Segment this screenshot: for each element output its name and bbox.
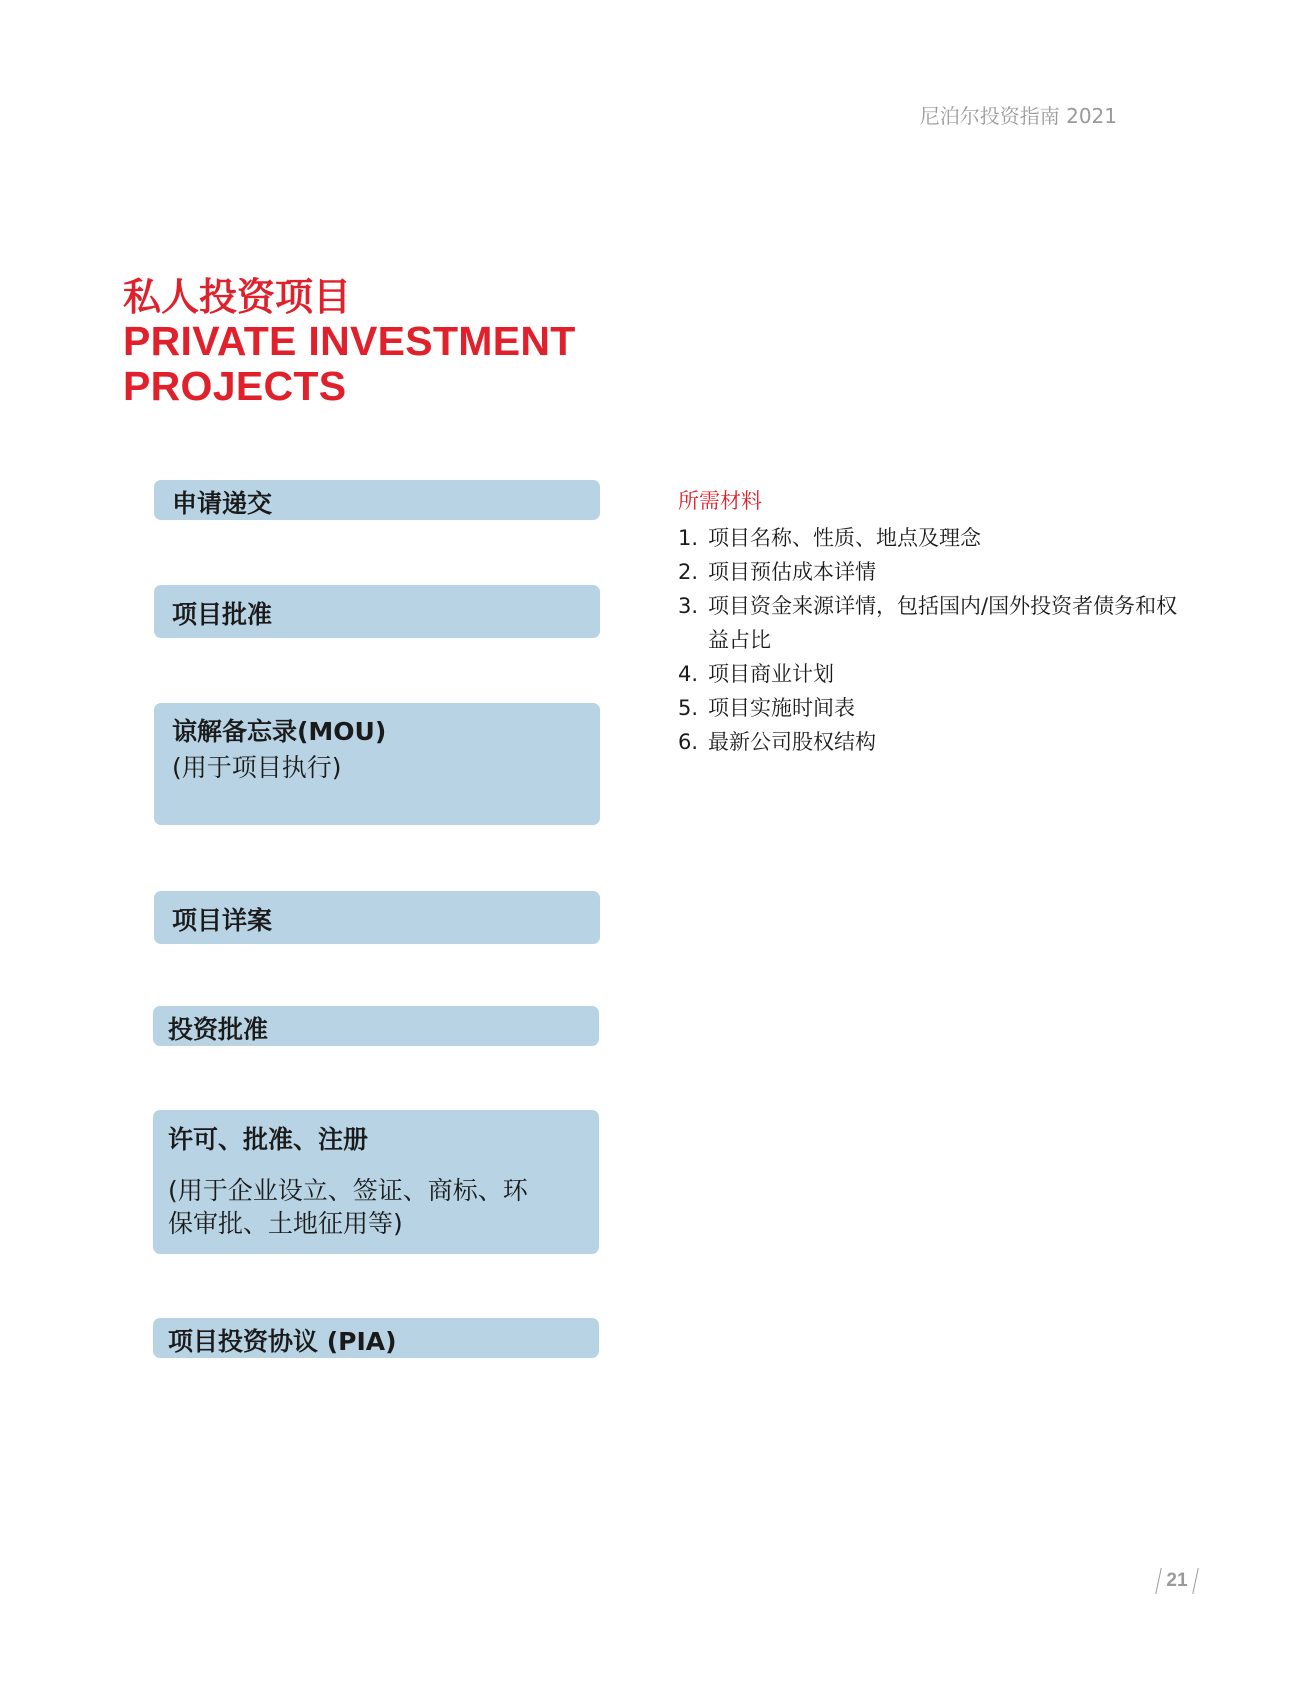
step-title: 许可、批准、注册 — [168, 1125, 369, 1154]
step-title: 项目投资协议 (PIA) — [168, 1327, 397, 1356]
step-box-mou — [154, 703, 600, 825]
list-item-text: 项目资金来源详情，包括国内/国外投资者债务和权益占比 — [708, 594, 1178, 652]
step-title: 申请递交 — [172, 489, 273, 518]
step-box-pia — [153, 1318, 599, 1358]
list-item-number: 2. — [678, 560, 699, 584]
step-subtitle: (用于项目执行) — [172, 753, 342, 782]
list-item-number: 4. — [678, 662, 699, 686]
list-item — [678, 589, 1198, 657]
step-title: 项目批准 — [172, 600, 273, 629]
list-item-number: 6. — [678, 730, 699, 754]
step-title: 投资批准 — [168, 1015, 269, 1044]
page-number — [1158, 1568, 1196, 1594]
list-item — [678, 657, 1198, 691]
page-number-right-slash — [1192, 1568, 1199, 1594]
step-box-investment-approval — [153, 1006, 599, 1046]
step-box-project-approval — [154, 585, 600, 638]
step-title: 谅解备忘录(MOU) — [172, 717, 387, 746]
required-materials-section — [678, 485, 1198, 759]
list-item-text: 项目商业计划 — [708, 662, 834, 686]
heading-english-line-2: PROJECTS — [123, 363, 347, 410]
list-item — [678, 555, 1198, 589]
step-subtitle: (用于企业设立、签证、商标、环保审批、土地征用等) — [168, 1176, 528, 1238]
list-item-text: 项目实施时间表 — [708, 696, 855, 720]
list-item-text: 最新公司股权结构 — [708, 730, 876, 754]
page-heading — [123, 276, 576, 410]
heading-english-line-1: PRIVATE INVESTMENT — [123, 317, 576, 364]
required-materials-list — [678, 521, 1198, 759]
list-item-number: 1. — [678, 526, 699, 550]
list-item-number: 5. — [678, 696, 699, 720]
page-number-value: 21 — [1166, 1570, 1188, 1591]
list-item-number: 3. — [678, 594, 699, 618]
required-materials-title: 所需材料 — [678, 489, 762, 513]
list-item-text: 项目名称、性质、地点及理念 — [708, 526, 981, 550]
step-box-permits — [153, 1110, 599, 1254]
list-item-text: 项目预估成本详情 — [708, 560, 876, 584]
list-item — [678, 691, 1198, 725]
page-number-left-slash — [1155, 1568, 1162, 1594]
document-header-title: 尼泊尔投资指南 2021 — [919, 104, 1117, 128]
step-box-project-detail — [154, 891, 600, 944]
heading-chinese: 私人投资项目 — [123, 275, 352, 319]
list-item — [678, 725, 1198, 759]
step-box-application — [154, 480, 600, 520]
step-title: 项目详案 — [172, 906, 273, 935]
list-item — [678, 521, 1198, 555]
